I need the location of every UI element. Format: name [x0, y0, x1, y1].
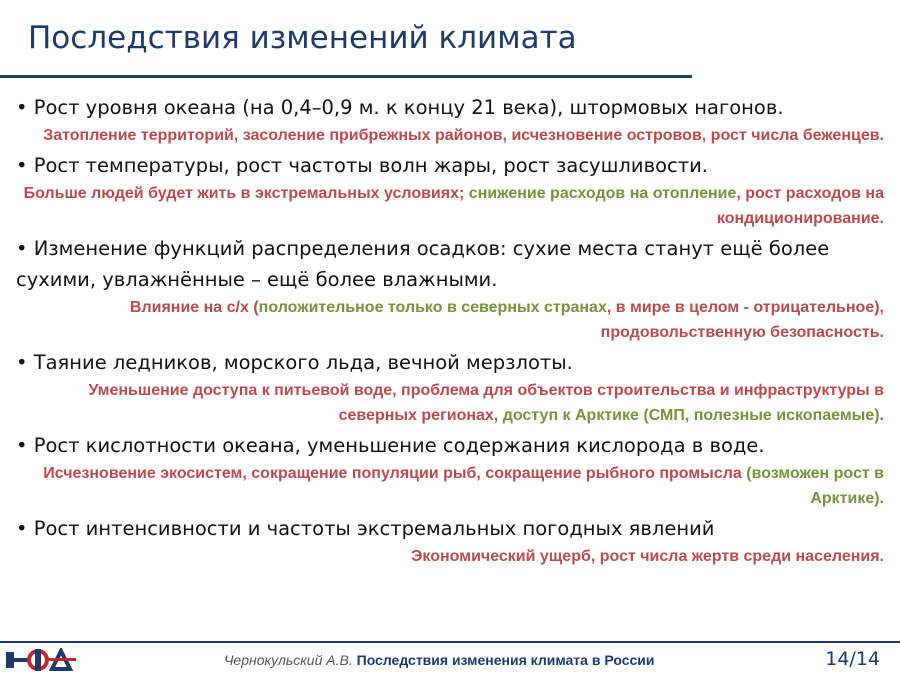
consequence-segment: .: [879, 407, 884, 424]
consequence-text: [16, 544, 884, 569]
consequence-segment: Влияние на с/х (: [129, 299, 259, 316]
page-number: 14/14: [825, 648, 880, 670]
bullet-list: [16, 92, 884, 571]
consequence-segment: снижение расходов на отопление: [468, 185, 737, 202]
consequence-text: [16, 295, 884, 345]
consequence-text: [16, 181, 884, 231]
bullet-item: • Рост температуры, рост частоты волн жары, рост засушливости.: [16, 154, 708, 177]
footer-caption: [224, 652, 654, 668]
consequence-segment: Исчезновение экосистем, сокращение популяции рыб, сокращение рыбного промысла: [43, 465, 747, 482]
consequence-segment: Экономический ущерб, рост числа жертв среди населения.: [411, 548, 884, 565]
consequence-segment: Затопление территорий, засоление прибрежных районов, исчезновение островов, рост числа беженцев.: [43, 127, 884, 144]
consequence-segment: Уменьшение доступа к питьевой воде, проблема для объектов строительства и инфраструктуры в северных регионах,: [88, 382, 884, 424]
consequence-text: [16, 123, 884, 148]
consequence-text: [16, 378, 884, 428]
footer-author: Чернокульский А.В.: [224, 652, 353, 668]
ifa-logo-icon: [4, 648, 80, 672]
consequence-segment: (возможен рост в Арктике).: [746, 465, 884, 507]
consequence-segment: Больше людей будет жить в экстремальных условиях;: [23, 185, 469, 202]
footer-topic: Последствия изменения климата в России: [356, 652, 655, 668]
consequence-segment: , рост расходов на кондиционирование.: [716, 185, 884, 227]
institute-logo: [4, 648, 80, 672]
bullet-item: • Рост кислотности океана, уменьшение содержания кислорода в воде.: [16, 434, 765, 457]
bullet-item: • Изменение функций распределения осадков: сухие места станут ещё более сухими, увлажнённые – ещё более влажными.: [16, 237, 830, 291]
footer-divider: [0, 641, 900, 643]
consequence-segment: доступ к Арктике (СМП, полезные ископаемые): [502, 407, 880, 424]
consequence-segment: , в мире в целом - отрицательное), продовольственную безопасность.: [600, 299, 884, 341]
consequence-segment: положительное только в северных странах: [258, 299, 607, 316]
bullet-item: • Рост уровня океана (на 0,4–0,9 м. к концу 21 века), штормовых нагонов.: [16, 96, 784, 119]
consequence-text: [16, 461, 884, 511]
slide-title: Последствия изменений климата: [28, 20, 577, 56]
title-divider: [0, 75, 692, 78]
bullet-item: • Рост интенсивности и частоты экстремальных погодных явлений: [16, 517, 715, 540]
bullet-item: • Таяние ледников, морского льда, вечной мерзлоты.: [16, 351, 573, 374]
